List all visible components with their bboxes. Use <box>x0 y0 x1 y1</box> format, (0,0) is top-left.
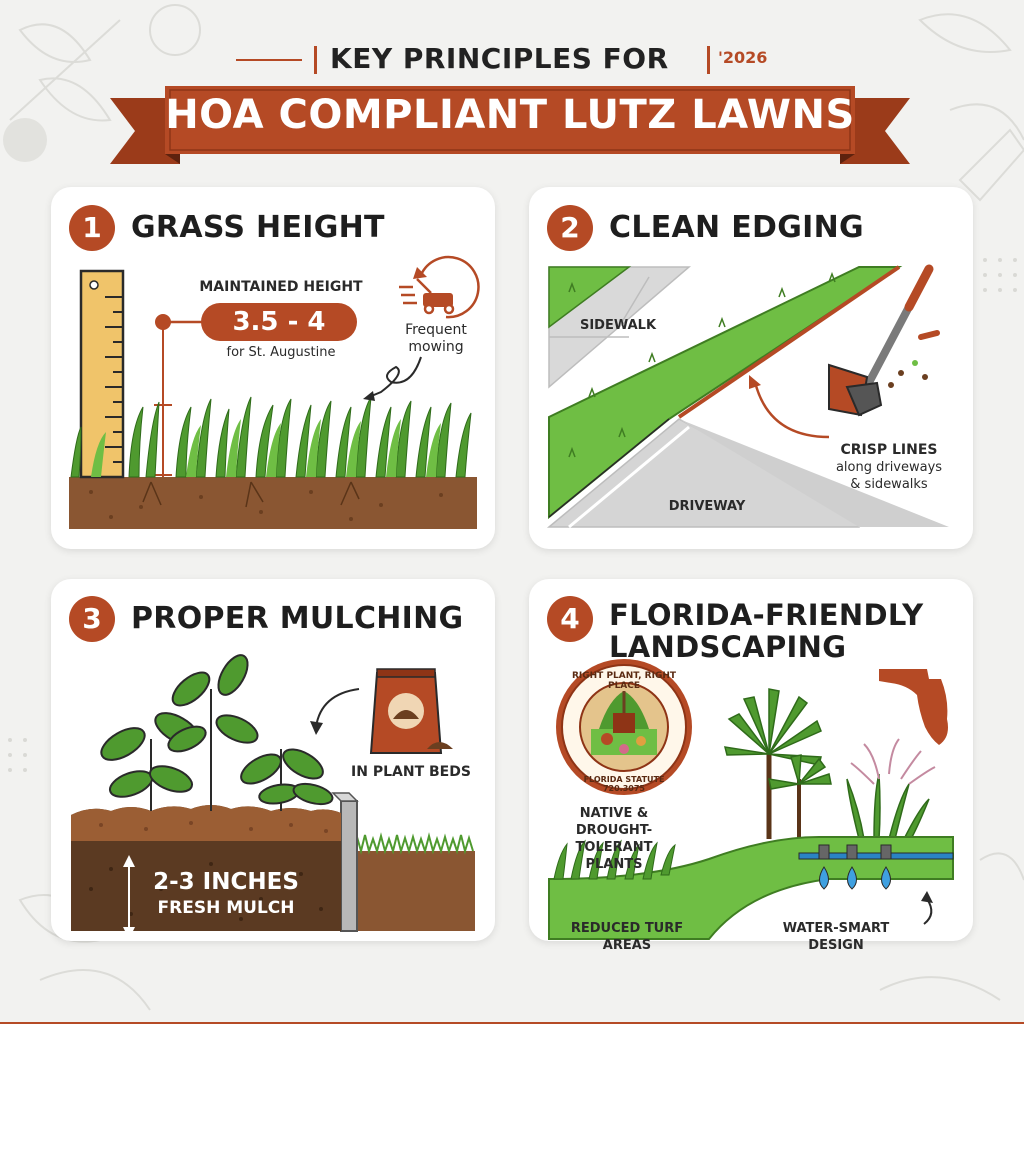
florida-map-icon <box>879 669 948 745</box>
water-smart-line1: WATER-SMART <box>782 921 890 936</box>
water-smart-label <box>776 920 896 954</box>
crisp-lines-note <box>814 442 964 493</box>
card-title: CLEAN EDGING <box>609 210 864 245</box>
header-divider-left <box>314 46 317 74</box>
mulch-depth-value: 2-3 INCHES <box>153 869 299 895</box>
native-plants-line1: NATIVE & <box>579 806 649 821</box>
seal-bottom-text: FLORIDA STATUTE 720.3075 <box>583 775 665 793</box>
crisp-lines-line1: CRISP LINES <box>840 442 938 458</box>
mulch-depth-note: FRESH MULCH <box>157 898 295 918</box>
card-grass-height <box>51 187 495 549</box>
reduced-turf-line2: AREAS <box>602 938 652 953</box>
crisp-lines-line2: along driveways <box>835 460 943 475</box>
poster-bottom-rule <box>0 1022 1024 1024</box>
card-number-badge: 1 <box>69 205 115 251</box>
mulch-bag-icon <box>371 669 453 753</box>
mowing-note-line2: mowing <box>408 339 464 355</box>
height-value: 3.5 - 4 <box>232 307 326 337</box>
card-florida-friendly <box>529 579 973 941</box>
card-number-badge: 3 <box>69 596 115 642</box>
plant-beds-label: IN PLANT BEDS <box>351 764 471 780</box>
mowing-note-line1: Frequent <box>405 322 467 338</box>
native-plants-line2: DROUGHT-TOLERANT <box>575 823 653 855</box>
header-kicker-row <box>0 40 1024 80</box>
card-title: GRASS HEIGHT <box>131 210 385 245</box>
header-kicker: KEY PRINCIPLES FOR <box>330 42 669 75</box>
water-smart-line2: DESIGN <box>808 938 864 953</box>
page-title: HOA COMPLIANT LUTZ LAWNS <box>165 92 855 138</box>
card-clean-edging <box>529 187 973 549</box>
card-title: PROPER MULCHING <box>131 601 464 636</box>
plant-icon <box>96 650 334 811</box>
driveway-label: DRIVEWAY <box>668 499 746 514</box>
grass-type-label: for St. Augustine <box>226 345 336 360</box>
lawn-mower-icon <box>399 257 478 317</box>
native-plants-line3: PLANTS <box>585 857 643 872</box>
header-rule-left <box>236 59 302 61</box>
sidewalk-label: SIDEWALK <box>579 318 657 333</box>
mulch-depth-label <box>141 869 311 921</box>
header-divider-right <box>707 46 710 74</box>
card-title-line2: LANDSCAPING <box>609 630 847 664</box>
card-number-badge: 2 <box>547 205 593 251</box>
card-title-line1: FLORIDA-FRIENDLY <box>609 598 924 632</box>
reduced-turf-line1: REDUCED TURF <box>570 921 684 936</box>
mowing-note <box>391 322 481 356</box>
reduced-turf-label <box>557 920 697 954</box>
crisp-lines-line3: & sidewalks <box>850 477 928 492</box>
seal-top-text: RIGHT PLANT, RIGHT PLACE <box>571 671 677 691</box>
header-year: '2026 <box>718 48 768 67</box>
card-number-badge: 4 <box>547 596 593 642</box>
maintained-height-label: MAINTAINED HEIGHT <box>199 279 363 295</box>
palm-icon <box>725 689 929 839</box>
card-title <box>609 599 923 663</box>
card-proper-mulching <box>51 579 495 941</box>
native-plants-label <box>539 805 689 873</box>
